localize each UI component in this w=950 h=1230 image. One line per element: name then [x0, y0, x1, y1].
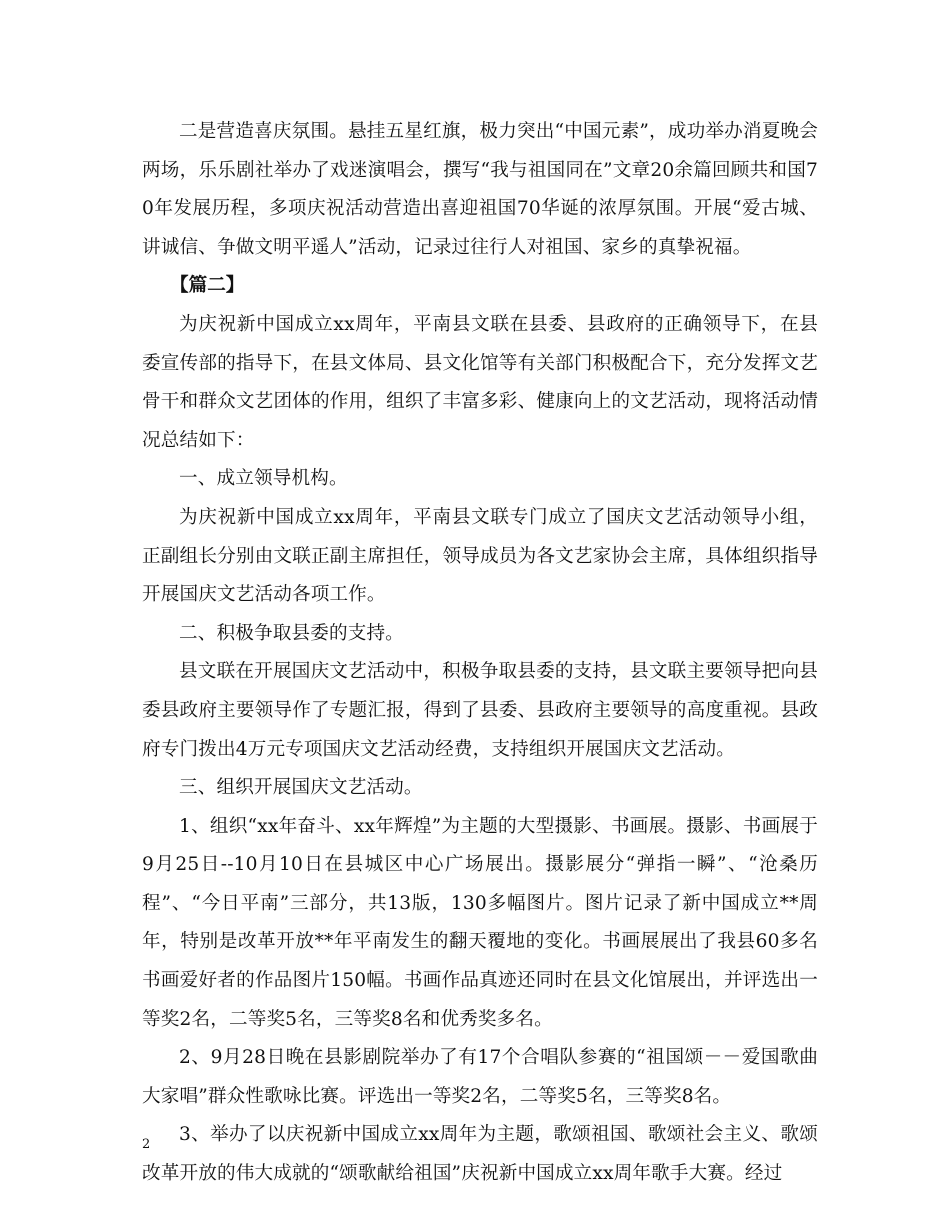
paragraph-intro: 为庆祝新中国成立xx周年，平南县文联在县委、县政府的正确领导下，在县委宣传部的指导下，在县文体局、县文化馆等有关部门积极配合下，充分发挥文艺骨干和群众文艺团体的作用，组织了丰富多彩、健康向上的文艺活动，现将活动情况总结如下： [142, 313, 818, 451]
section-heading-part-two: 【篇二】 [170, 275, 245, 297]
subheading-one: 一、成立领导机构。 [179, 468, 348, 490]
subheading-three: 三、组织开展国庆文艺活动。 [179, 777, 423, 799]
paragraph-leadership: 为庆祝新中国成立xx周年，平南县文联专门成立了国庆文艺活动领导小组，正副组长分别由文联正副主席担任，领导成员为各文艺家协会主席，具体组织指导开展国庆文艺活动各项工作。 [142, 506, 818, 606]
paragraph-exhibition: 1、组织“xx年奋斗、xx年辉煌”为主题的大型摄影、书画展。摄影、书画展于9月25日--10月10日在县城区中心广场展出。摄影展分“弹指一瞬”、“沧桑历程”、“今日平南”三部分，共13版，130多幅图片。图片记录了新中国成立**周年，特别是改革开放**年平南发生的翻天覆地的变化。书画展展出了我县60多名书画爱好者的作品图片150幅。书画作品真迹还同时在县文化馆展出，并评选出一等奖2名，二等奖5名，三等奖8名和优秀奖多名。 [142, 815, 818, 1030]
subheading-two: 二、积极争取县委的支持。 [179, 622, 404, 644]
page-number: 2 [142, 1137, 151, 1152]
document-body [142, 113, 818, 1194]
paragraph-support: 县文联在开展国庆文艺活动中，积极争取县委的支持，县文联主要领导把向县委县政府主要领导作了专题汇报，得到了县委、县政府主要领导的高度重视。县政府专门拨出4万元专项国庆文艺活动经费，支持组织开展国庆文艺活动。 [142, 661, 818, 760]
paragraph-singer-contest: 3、举办了以庆祝新中国成立xx周年为主题，歌颂祖国、歌颂社会主义、歌颂改革开放的伟大成就的“颂歌献给祖国”庆祝新中国成立xx周年歌手大赛。经过 [142, 1124, 818, 1185]
paragraph-choir: 2、9月28日晚在县影剧院举办了有17个合唱队参赛的“祖国颂－－爱国歌曲大家唱”群众性歌咏比赛。评选出一等奖2名，二等奖5名，三等奖8名。 [142, 1047, 818, 1107]
paragraph-atmosphere: 二是营造喜庆氛围。悬挂五星红旗，极力突出“中国元素”，成功举办消夏晚会两场，乐乐剧社举办了戏迷演唱会，撰写“我与祖国同在”文章20余篇回顾共和国70年发展历程，多项庆祝活动营造出喜迎祖国70华诞的浓厚氛围。开展“爱古城、讲诚信、争做文明平遥人”活动，记录过往行人对祖国、家乡的真挚祝福。 [142, 121, 818, 258]
